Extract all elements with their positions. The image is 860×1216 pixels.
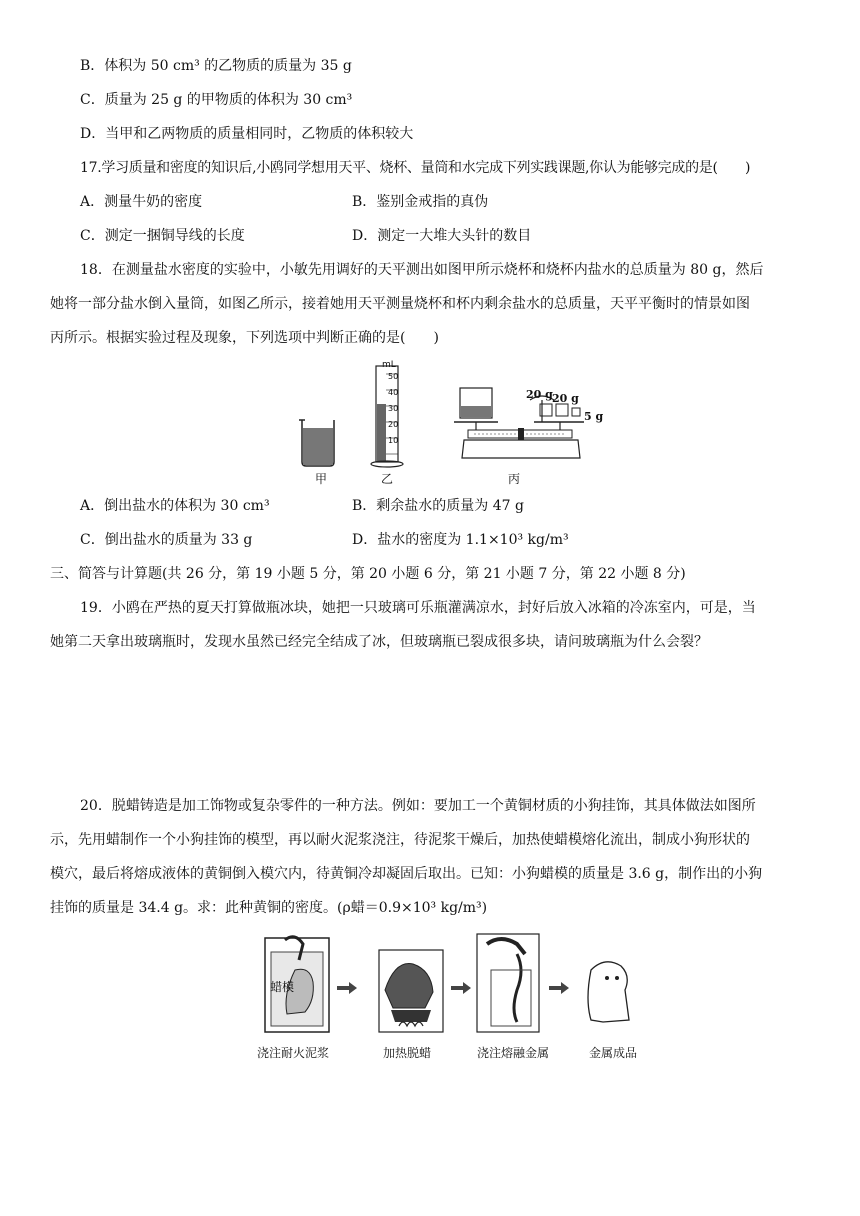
q18-stem-line-2: 她将一部分盐水倒入量筒，如图乙所示，接着她用天平测量烧杯和杯内剩余盐水的总质量，天平平衡时的情景如图 (50, 296, 750, 312)
q18-stem-line-3: 丙所示。根据实验过程及现象，下列选项中判断正确的是( ) (50, 330, 439, 346)
q18-figure-drawing (290, 360, 610, 490)
figure-label-yi: 乙 (381, 472, 394, 486)
q20-line-2: 示，先用蜡制作一个小狗挂饰的模型，再以耐火泥浆浇注，待泥浆干燥后，加热使蜡模熔化流出，制成小狗形状的 (50, 832, 750, 848)
cylinder-tick-20: 20 (388, 420, 399, 429)
step-4-dog (588, 962, 629, 1022)
cylinder-yi-drawing (371, 366, 403, 467)
cylinder-tick-10: 10 (388, 436, 399, 445)
weight-label-3: 5 g (584, 410, 604, 423)
step-3-frame (477, 934, 539, 1032)
wax-model-label: 蜡模 (270, 980, 295, 994)
casting-process-figure (255, 930, 645, 1060)
q16-option-c: C．质量为 25 g 的甲物质的体积为 30 cm³ (80, 92, 353, 108)
q20-line-3: 模穴，最后将熔成液体的黄铜倒入模穴内，待黄铜冷却凝固后取出。已知：小狗蜡模的质量是 3.6 g，制作出的小狗 (50, 866, 763, 882)
q18-option-c: C．倒出盐水的质量为 33 g (80, 532, 253, 548)
q16-option-b: B．体积为 50 cm³ 的乙物质的质量为 35 g (80, 58, 352, 74)
figure-label-jia: 甲 (315, 472, 328, 486)
q18-option-d: D．盐水的密度为 1.1×10³ kg/m³ (352, 532, 569, 548)
weight-label-1: 20 g (526, 388, 553, 401)
q17-stem: 17.学习质量和密度的知识后,小鸥同学想用天平、烧杯、量筒和水完成下列实践课题,你认为能够完成的是( ) (80, 160, 751, 176)
q17-option-b: B．鉴别金戒指的真伪 (352, 194, 489, 210)
q17-option-a: A．测量牛奶的密度 (80, 194, 203, 210)
cylinder-tick-40: 40 (388, 388, 399, 397)
q19-line-2: 她第二天拿出玻璃瓶时，发现水虽然已经完全结成了冰，但玻璃瓶已裂成很多块，请问玻璃瓶为什么会裂？ (50, 634, 708, 650)
section-3-heading: 三、简答与计算题(共 26 分，第 19 小题 5 分，第 20 小题 6 分，第 21 小题 7 分，第 22 小题 8 分) (50, 566, 686, 582)
q16-option-d: D．当甲和乙两物质的质量相同时，乙物质的体积较大 (80, 126, 414, 142)
q19-line-1: 19．小鸥在严热的夏天打算做瓶冰块，她把一只玻璃可乐瓶灌满凉水，封好后放入冰箱的冷冻室内，可是，当 (80, 600, 756, 616)
q20-line-4: 挂饰的质量是 34.4 g。求：此种黄铜的密度。(ρ蜡＝0.9×10³ kg/m³) (50, 900, 488, 916)
step-2-caption: 加热脱蜡 (383, 1046, 432, 1060)
weight-label-2: 20 g (552, 392, 579, 405)
arrow-2 (451, 982, 471, 994)
cylinder-tick-50: 50 (388, 372, 399, 381)
q20-line-1: 20．脱蜡铸造是加工饰物或复杂零件的一种方法。例如：要加工一个黄铜材质的小狗挂饰，其具体做法如图所 (80, 798, 756, 814)
step-1-caption: 浇注耐火泥浆 (257, 1046, 330, 1060)
casting-process-drawing (255, 930, 645, 1060)
step-4-caption: 金属成品 (589, 1046, 638, 1060)
cylinder-unit-label: mL (382, 360, 396, 370)
cylinder-tick-30: 30 (388, 404, 399, 413)
q18-option-a: A．倒出盐水的体积为 30 cm³ (80, 498, 270, 514)
q18-option-b: B．剩余盐水的质量为 47 g (352, 498, 524, 514)
q17-option-d: D．测定一大堆大头针的数目 (352, 228, 532, 244)
arrow-1 (337, 982, 357, 994)
arrow-3 (549, 982, 569, 994)
figure-label-bing: 丙 (508, 472, 521, 486)
q17-option-c: C．测定一捆铜导线的长度 (80, 228, 245, 244)
beaker-jia-drawing (299, 420, 334, 466)
q18-stem-line-1: 18．在测量盐水密度的实验中，小敏先用调好的天平测出如图甲所示烧杯和烧杯内盐水的总质量为 80 g，然后 (80, 262, 764, 278)
step-3-caption: 浇注熔融金属 (477, 1046, 550, 1060)
q18-figure (290, 360, 610, 490)
